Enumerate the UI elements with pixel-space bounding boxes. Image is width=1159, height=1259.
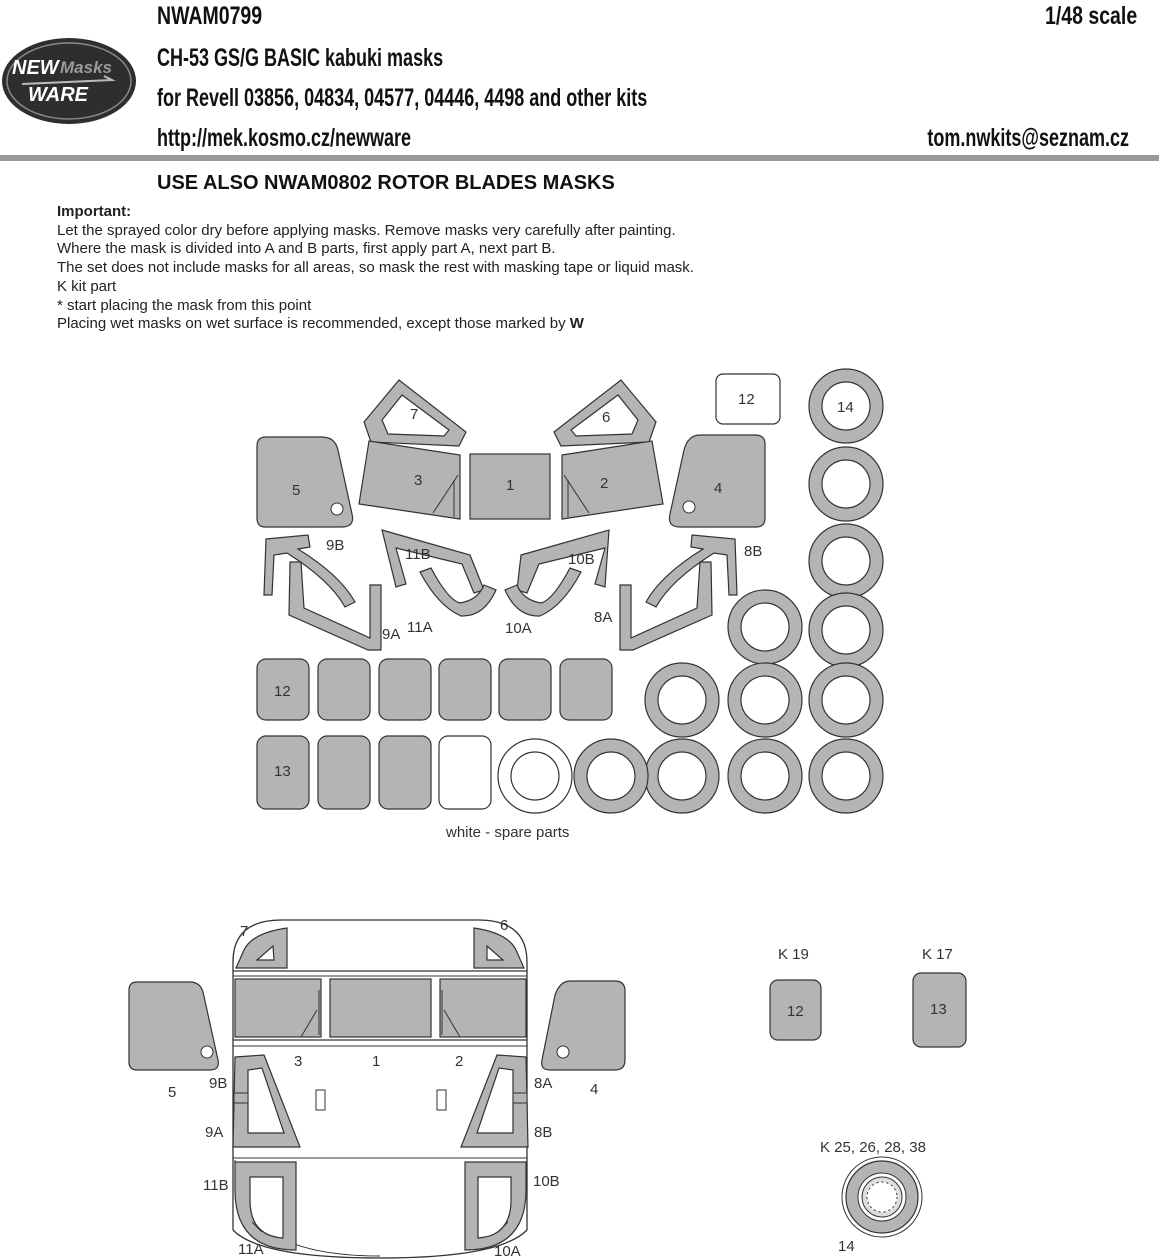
mask-2 [562,441,663,519]
place-3 [235,979,321,1037]
row-13 [257,736,491,809]
place-label-9b: 9B [209,1075,228,1092]
label-14: 14 [837,399,854,416]
website-link[interactable]: http://mek.kosmo.cz/newware [157,124,412,152]
label-8a: 8A [594,609,613,626]
place-label-4: 4 [590,1081,599,1098]
compatible-kits: for Revell 03856, 04834, 04577, 04446, 4498 and other kits [157,84,648,112]
label-12: 12 [274,683,291,700]
mask-3 [359,441,460,519]
notice-rotor-masks: USE ALSO NWAM0802 ROTOR BLADES MASKS [157,172,615,194]
label-9a: 9A [382,626,401,643]
place-label-5: 5 [168,1084,177,1101]
place-label-6: 6 [500,917,509,934]
instructions-heading: Important: [57,203,132,220]
place-6 [474,928,524,968]
place-label-1: 1 [372,1053,381,1070]
label-10b: 10B [568,551,595,568]
instruction-line: Where the mask is divided into A and B parts, first apply part A, next part B. [57,240,556,258]
label-6: 6 [602,409,611,426]
place-label-10a: 10A [494,1243,521,1259]
label-3: 3 [414,472,423,489]
mask-8b [646,535,737,607]
label-5: 5 [292,482,301,499]
instruction-line: K kit part [57,277,117,295]
kit-mask-12: 12 [787,1003,804,1020]
kit-label-k19: K 19 [778,946,809,963]
label-9b: 9B [326,537,345,554]
spare-caption: white - spare parts [446,824,570,841]
kit-label-wheels: K 25, 26, 28, 38 [820,1139,926,1156]
instruction-line: The set does not include masks for all areas, so mask the rest with masking tape or liquid mask. [57,259,694,277]
mask-11a [420,568,496,616]
label-12-top: 12 [738,391,755,408]
place-label-9a: 9A [205,1124,224,1141]
place-label-8b: 8B [534,1124,553,1141]
label-4: 4 [714,480,723,497]
label-13: 13 [274,763,291,780]
product-code: NWAM0799 [157,2,263,30]
place-label-8a: 8A [534,1075,553,1092]
kit-part-wheel [842,1157,922,1237]
instruction-line: * start placing the mask from this point [57,296,312,314]
logo-ware: WARE [28,84,88,106]
mask-8a [620,562,712,650]
label-11b: 11B [405,546,431,563]
place-label-7: 7 [240,923,249,940]
instruction-line: Let the sprayed color dry before applying masks. Remove masks very carefully after painting. [57,221,676,239]
mask-9a [289,562,381,650]
label-1: 1 [506,477,515,494]
place-label-10b: 10B [533,1173,560,1190]
place-2 [440,979,526,1037]
place-label-11a: 11A [238,1241,264,1258]
place-1 [330,979,431,1037]
label-7: 7 [410,406,419,423]
place-label-2: 2 [455,1053,464,1070]
label-10a: 10A [505,620,532,637]
kit-mask-13: 13 [930,1001,947,1018]
wet-symbol: W [569,315,584,333]
product-title: CH-53 GS/G BASIC kabuki masks [157,44,444,72]
kit-label-k17: K 17 [922,946,953,963]
email-link[interactable]: tom.nwkits@seznam.cz [927,124,1129,152]
label-2: 2 [600,475,609,492]
mask-13-spare [439,736,491,809]
mask-10a [505,568,581,616]
label-11a: 11A [407,619,433,636]
place-4 [542,981,625,1070]
place-label-11b: 11B [203,1177,229,1194]
row-12 [257,659,612,720]
label-8b: 8B [744,543,763,560]
place-label-3: 3 [294,1053,303,1070]
logo-masks: Masks [60,58,112,77]
logo-new: NEW [12,57,59,79]
instruction-line: Placing wet masks on wet surface is recommended, except those marked by W [57,315,584,333]
kit-mask-14: 14 [838,1238,855,1255]
scale-label: 1/48 scale [1044,2,1137,30]
